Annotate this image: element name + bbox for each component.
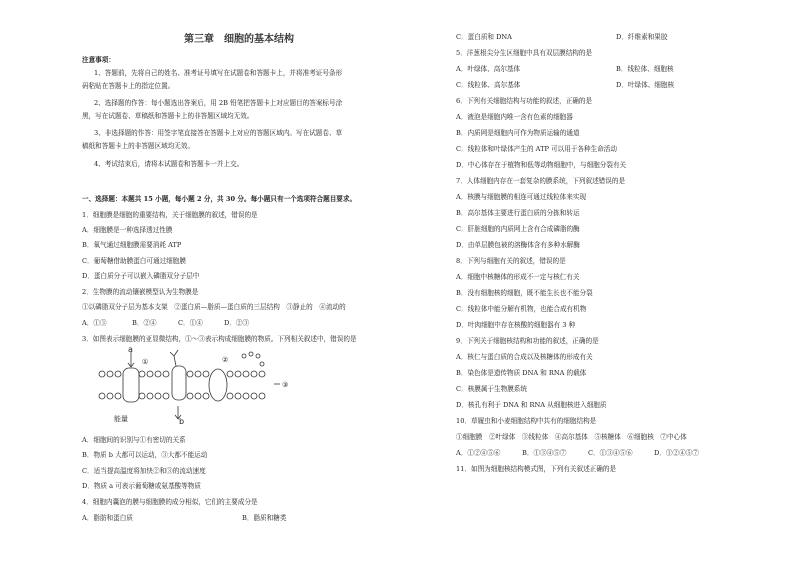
q4-option-c: C．蛋白质和 DNA <box>456 33 512 41</box>
membrane-protein <box>172 366 186 400</box>
label-a: a <box>128 346 133 354</box>
section-heading: 一、选择题：本题共 15 小题，每小题 2 分，共 30 分。每小题只有一个选项符合题目要求。 <box>82 195 357 203</box>
q1-option-a: A．细胞膜是一种选择透过性膜 <box>82 226 173 234</box>
page-title: 第三章 细胞的基本结构 <box>184 34 294 45</box>
label-3: ③ <box>282 381 289 389</box>
q8-option-b: B．没有细胞核的细胞，既不能生长也不能分裂 <box>456 289 593 297</box>
q4-stem: 4．细胞内囊泡的膜与细胞膜的成分相似，它们的主要成分是 <box>82 498 258 506</box>
q10-choices <box>456 449 720 458</box>
notice-3b: 稿纸和答题卡上的非答题区域均无效。 <box>82 142 195 150</box>
q6-option-d: D．中心体存在于植物和低等动物细胞中，与细胞分裂有关 <box>456 161 627 169</box>
notice-heading: 注意事项： <box>82 56 115 64</box>
notice-2a: 2、选择题的作答：每小题选出答案后，用 2B 铅笔把答题卡上对应题目的答案标号涂 <box>94 99 343 107</box>
q2-choice-d: D．②③ <box>224 319 250 327</box>
q10-choice-d: D．①②④⑤⑦ <box>654 449 699 457</box>
q9-option-c: C．核膜属于生物膜系统 <box>456 385 527 393</box>
q9-option-b: B．染色体是遗传物质 DNA 和 RNA 的载体 <box>456 369 587 377</box>
q1-option-c: C．葡萄糖借助膜蛋白可通过细胞膜 <box>82 257 186 265</box>
q8-stem: 8．下列与细胞有关的叙述，错误的是 <box>456 257 566 265</box>
q3-option-c: C．适当提高温度将加快②和③的流动速度 <box>82 467 206 475</box>
q9-option-d: D．核孔有利于 DNA 和 RNA 从细胞核进入细胞质 <box>456 401 607 409</box>
notice-3a: 3、非选择题的作答：用签字笔直接答在答题卡上对应的答题区域内。写在试题卷、草 <box>94 129 343 137</box>
channel-protein <box>123 368 139 402</box>
notice-2b: 黑，写在试题卷、草稿纸和答题卡上的非答题区域均无效。 <box>82 112 254 120</box>
phospholipid-heads-bottom <box>99 393 265 399</box>
q2-choice-b: B．②④ <box>132 319 157 327</box>
q5-option-c: C．线粒体、高尔基体 <box>456 81 521 89</box>
q6-option-b: B．内质网是细胞内可作为物质运输的通道 <box>456 129 580 137</box>
q9-stem: 9．下列关于细胞核结构和功能的叙述，正确的是 <box>456 337 599 345</box>
q8-option-a: A．细胞中核糖体的形成不一定与核仁有关 <box>456 273 580 281</box>
q5-option-d: D．叶绿体、细胞核 <box>616 81 675 89</box>
q3-stem: 3．如图表示细胞膜的亚显微结构，①～③表示构成细胞膜的物质。下列相关叙述中，错误的是 <box>82 335 357 343</box>
q10-choice-b: B．①③④⑤⑦ <box>522 449 567 457</box>
q3-option-a: A．细胞间的识别与①有密切的关系 <box>82 436 186 444</box>
phospholipid-heads-top <box>99 371 265 377</box>
label-2: ② <box>222 356 229 364</box>
q11-stem: 11．如图为细胞核结构模式图，下列有关叙述正确的是 <box>456 465 617 473</box>
notice-1b: 码粘贴在答题卡上的指定位置。 <box>82 82 175 90</box>
q8-option-c: C．线粒体中能分解有机物，也能合成有机物 <box>456 305 587 313</box>
cell-membrane-figure <box>94 346 294 426</box>
q7-option-b: B．高尔基体主要进行蛋白质的分拣和转运 <box>456 209 580 217</box>
q9-option-a: A．核仁与蛋白质的合成以及核糖体的形成有关 <box>456 353 593 361</box>
q3-option-b: B．物质 b 大都可以运动，③大都不能运动 <box>82 451 208 459</box>
q4-option-a: A．脂肪和蛋白质 <box>82 514 133 522</box>
q5-stem: 5．洋葱根尖分生区细胞中具有双层膜结构的是 <box>456 49 593 57</box>
label-energy: 能量 <box>114 415 128 423</box>
q1-option-d: D．蛋白质分子可以嵌入磷脂双分子层中 <box>82 272 200 280</box>
q2-choice-a: A．①③ <box>82 319 107 327</box>
q5-option-b: B．线粒体、细胞核 <box>616 65 674 73</box>
q1-option-b: B．氧气通过细胞膜需要消耗 ATP <box>82 241 182 249</box>
glycocalyx-chain <box>170 350 178 366</box>
q7-option-d: D．由单层膜包被的溶酶体含有多种水解酶 <box>456 241 580 249</box>
q10-stem: 10．草履虫和小麦细胞结构中共有的细胞结构是 <box>456 417 597 425</box>
q7-option-a: A．核膜与细胞膜的相连可通过线粒体来实现 <box>456 193 587 201</box>
q2-statements: ①以磷脂双分子层为基本支架 ②蛋白质—脂质—蛋白质的三层结构 ③静止的 ④流动的 <box>82 303 346 311</box>
notice-4: 4、考试结束后，请将本试题卷和答题卡一并上交。 <box>94 160 244 168</box>
label-1: ① <box>142 358 149 366</box>
q1-stem: 1．细胞膜是细胞的重要结构，关于细胞膜的叙述，错误的是 <box>82 211 258 219</box>
q3-option-d: D．物质 a 可表示葡萄糖或氨基酸等物质 <box>82 482 201 490</box>
q6-stem: 6．下列有关细胞结构与功能的叙述，正确的是 <box>456 97 593 105</box>
q8-option-d: D．叶肉细胞中存在核酸的细胞器有 3 种 <box>456 321 576 329</box>
q10-choice-c: C．①③④⑤⑥ <box>588 449 633 457</box>
q7-option-c: C．肝脏细胞的内质网上含有合成磷脂的酶 <box>456 225 580 233</box>
label-b: b <box>179 417 185 426</box>
q2-choice-c: C．①④ <box>178 319 203 327</box>
q6-option-a: A．液泡是细胞内唯一含有色素的细胞器 <box>456 113 573 121</box>
q6-option-c: C．线粒体和叶绿体产生的 ATP 可以用于各种生命活动 <box>456 145 617 153</box>
q4-option-b: B．脂质和糖类 <box>242 514 287 522</box>
q10-statements: ①细胞膜 ②叶绿体 ③线粒体 ④高尔基体 ⑤核糖体 ⑥细胞核 ⑦中心体 <box>456 433 687 441</box>
q2-stem: 2．生物膜的流动镶嵌模型认为生物膜是 <box>82 288 199 296</box>
transmembrane-protein <box>209 369 227 401</box>
q4-option-d: D．纤维素和果胶 <box>616 33 668 41</box>
q2-choices <box>82 319 270 328</box>
q7-stem: 7．人体细胞内存在一套复杂的膜系统，下列叙述错误的是 <box>456 177 626 185</box>
notice-1a: 1、答题前，先将自己的姓名、准考证号填写在试题卷和答题卡上，并将准考证号条形 <box>94 69 343 77</box>
q5-option-a: A．叶绿体、高尔基体 <box>456 65 521 73</box>
q10-choice-a: A．①②④⑤⑥ <box>456 449 501 457</box>
